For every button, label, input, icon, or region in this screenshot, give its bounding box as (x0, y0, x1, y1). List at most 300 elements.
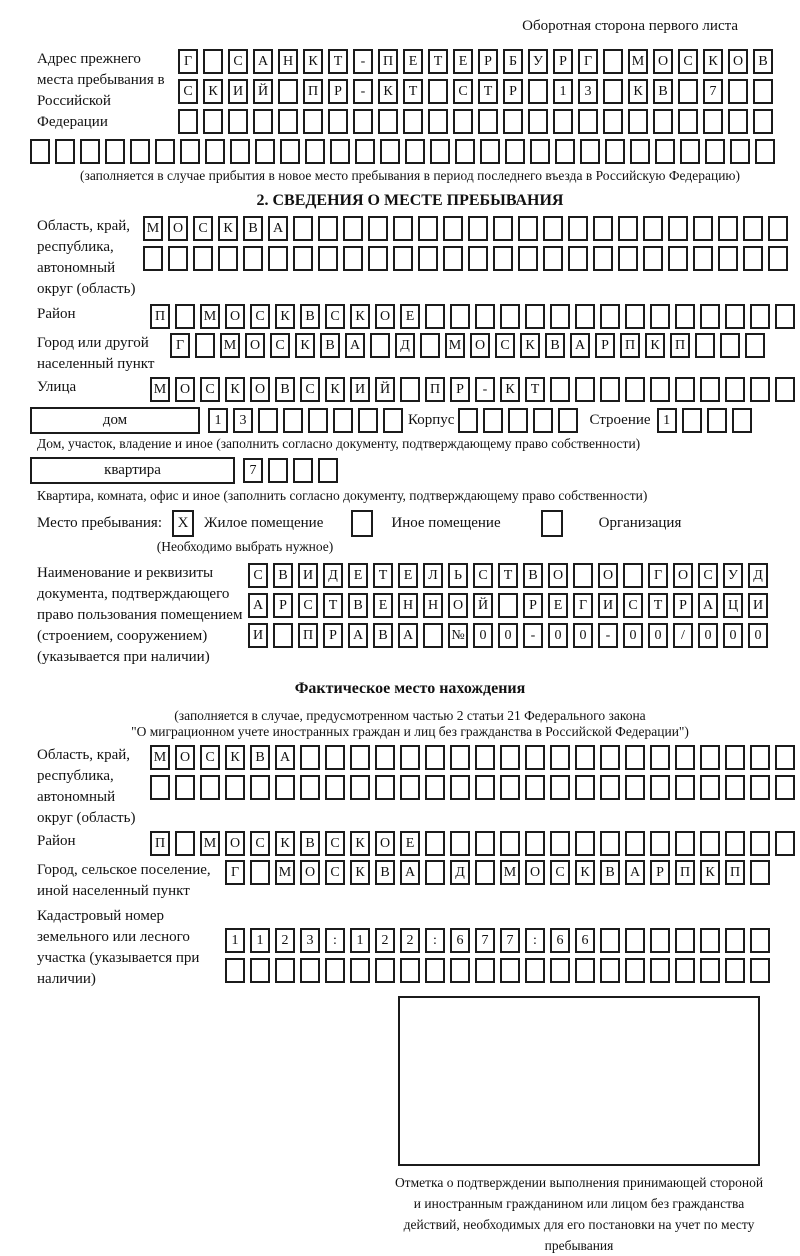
char-cell[interactable] (650, 831, 670, 856)
char-cell[interactable]: В (373, 623, 393, 648)
char-cell[interactable] (343, 246, 363, 271)
char-cell[interactable] (293, 246, 313, 271)
char-cell[interactable] (768, 246, 788, 271)
char-cell[interactable] (278, 79, 298, 104)
char-cell[interactable] (30, 139, 50, 164)
char-cell[interactable]: П (298, 623, 318, 648)
char-cell[interactable] (575, 745, 595, 770)
char-cell[interactable]: Й (253, 79, 273, 104)
char-cell[interactable] (303, 109, 323, 134)
char-cell[interactable] (732, 408, 752, 433)
char-cell[interactable] (203, 109, 223, 134)
char-cell[interactable]: Й (473, 593, 493, 618)
char-cell[interactable] (623, 563, 643, 588)
char-cell[interactable]: Г (578, 49, 598, 74)
char-cell[interactable]: О (250, 377, 270, 402)
char-cell[interactable]: С (193, 216, 213, 241)
char-cell[interactable] (653, 109, 673, 134)
char-cell[interactable] (575, 775, 595, 800)
char-cell[interactable] (250, 775, 270, 800)
char-cell[interactable]: К (203, 79, 223, 104)
char-cell[interactable] (518, 216, 538, 241)
char-cell[interactable]: Р (450, 377, 470, 402)
char-cell[interactable] (405, 139, 425, 164)
char-cell[interactable]: № (448, 623, 468, 648)
char-cell[interactable]: В (523, 563, 543, 588)
char-cell[interactable] (750, 745, 770, 770)
char-cell[interactable] (675, 304, 695, 329)
char-cell[interactable] (483, 408, 503, 433)
char-cell[interactable]: С (325, 860, 345, 885)
char-cell[interactable] (500, 304, 520, 329)
char-cell[interactable]: Р (650, 860, 670, 885)
char-cell[interactable] (178, 109, 198, 134)
char-cell[interactable]: 2 (375, 928, 395, 953)
char-cell[interactable] (743, 216, 763, 241)
char-cell[interactable] (675, 745, 695, 770)
char-cell[interactable] (575, 304, 595, 329)
char-cell[interactable] (625, 304, 645, 329)
char-cell[interactable] (600, 831, 620, 856)
char-cell[interactable] (718, 216, 738, 241)
char-cell[interactable]: : (525, 928, 545, 953)
char-cell[interactable] (550, 377, 570, 402)
char-cell[interactable]: Р (328, 79, 348, 104)
char-cell[interactable] (375, 775, 395, 800)
char-cell[interactable] (518, 246, 538, 271)
checkbox-org[interactable] (541, 510, 563, 537)
char-cell[interactable]: В (275, 377, 295, 402)
char-cell[interactable] (155, 139, 175, 164)
char-cell[interactable]: М (445, 333, 465, 358)
char-cell[interactable] (700, 745, 720, 770)
char-cell[interactable] (550, 745, 570, 770)
char-cell[interactable]: П (303, 79, 323, 104)
char-cell[interactable] (568, 216, 588, 241)
char-cell[interactable]: С (298, 593, 318, 618)
char-cell[interactable]: 6 (450, 928, 470, 953)
char-cell[interactable] (500, 831, 520, 856)
char-cell[interactable] (530, 139, 550, 164)
char-cell[interactable] (668, 246, 688, 271)
char-cell[interactable] (528, 109, 548, 134)
char-cell[interactable]: П (378, 49, 398, 74)
char-cell[interactable]: А (248, 593, 268, 618)
char-cell[interactable]: К (628, 79, 648, 104)
char-cell[interactable] (275, 775, 295, 800)
char-cell[interactable] (455, 139, 475, 164)
char-cell[interactable] (253, 109, 273, 134)
char-cell[interactable] (750, 928, 770, 953)
char-cell[interactable] (650, 377, 670, 402)
char-cell[interactable]: С (550, 860, 570, 885)
char-cell[interactable] (603, 109, 623, 134)
char-cell[interactable]: 3 (233, 408, 253, 433)
char-cell[interactable]: О (168, 216, 188, 241)
char-cell[interactable]: И (598, 593, 618, 618)
char-cell[interactable]: М (200, 831, 220, 856)
char-cell[interactable]: Т (323, 593, 343, 618)
char-cell[interactable]: М (150, 377, 170, 402)
char-cell[interactable]: С (200, 377, 220, 402)
char-cell[interactable] (525, 745, 545, 770)
char-cell[interactable]: Л (423, 563, 443, 588)
char-cell[interactable] (700, 304, 720, 329)
char-cell[interactable] (330, 139, 350, 164)
char-cell[interactable] (650, 745, 670, 770)
char-cell[interactable] (300, 958, 320, 983)
char-cell[interactable] (500, 775, 520, 800)
char-cell[interactable] (678, 79, 698, 104)
char-cell[interactable] (643, 246, 663, 271)
char-cell[interactable] (725, 745, 745, 770)
char-cell[interactable] (725, 377, 745, 402)
char-cell[interactable] (393, 216, 413, 241)
char-cell[interactable] (625, 831, 645, 856)
char-cell[interactable]: Р (523, 593, 543, 618)
char-cell[interactable] (498, 593, 518, 618)
char-cell[interactable] (193, 246, 213, 271)
char-cell[interactable] (503, 109, 523, 134)
char-cell[interactable] (105, 139, 125, 164)
char-cell[interactable] (420, 333, 440, 358)
char-cell[interactable] (350, 775, 370, 800)
char-cell[interactable] (475, 831, 495, 856)
char-cell[interactable]: 7 (243, 458, 263, 483)
char-cell[interactable] (425, 304, 445, 329)
char-cell[interactable] (143, 246, 163, 271)
char-cell[interactable]: О (175, 377, 195, 402)
char-cell[interactable] (743, 246, 763, 271)
char-cell[interactable] (430, 139, 450, 164)
char-cell[interactable] (333, 408, 353, 433)
char-cell[interactable] (745, 333, 765, 358)
char-cell[interactable] (675, 958, 695, 983)
char-cell[interactable]: Ц (723, 593, 743, 618)
char-cell[interactable] (175, 304, 195, 329)
char-cell[interactable]: О (653, 49, 673, 74)
char-cell[interactable]: А (698, 593, 718, 618)
char-cell[interactable]: Т (498, 563, 518, 588)
char-cell[interactable]: А (253, 49, 273, 74)
char-cell[interactable] (418, 216, 438, 241)
char-cell[interactable] (550, 831, 570, 856)
char-cell[interactable] (578, 109, 598, 134)
char-cell[interactable]: 7 (500, 928, 520, 953)
char-cell[interactable] (468, 216, 488, 241)
char-cell[interactable] (630, 139, 650, 164)
char-cell[interactable] (700, 958, 720, 983)
char-cell[interactable] (168, 246, 188, 271)
char-cell[interactable]: М (275, 860, 295, 885)
char-cell[interactable] (775, 775, 795, 800)
char-cell[interactable] (400, 958, 420, 983)
char-cell[interactable] (230, 139, 250, 164)
char-cell[interactable]: И (748, 593, 768, 618)
char-cell[interactable] (700, 377, 720, 402)
char-cell[interactable]: К (225, 377, 245, 402)
char-cell[interactable] (725, 928, 745, 953)
char-cell[interactable]: К (703, 49, 723, 74)
char-cell[interactable]: Б (503, 49, 523, 74)
char-cell[interactable]: О (598, 563, 618, 588)
char-cell[interactable] (543, 246, 563, 271)
char-cell[interactable] (603, 49, 623, 74)
char-cell[interactable]: А (625, 860, 645, 885)
char-cell[interactable] (200, 775, 220, 800)
char-cell[interactable]: А (348, 623, 368, 648)
char-cell[interactable] (675, 928, 695, 953)
char-cell[interactable] (753, 109, 773, 134)
char-cell[interactable]: К (378, 79, 398, 104)
char-cell[interactable]: 1 (553, 79, 573, 104)
char-cell[interactable]: А (268, 216, 288, 241)
char-cell[interactable] (80, 139, 100, 164)
char-cell[interactable] (755, 139, 775, 164)
char-cell[interactable]: К (700, 860, 720, 885)
char-cell[interactable] (775, 745, 795, 770)
char-cell[interactable]: С (270, 333, 290, 358)
char-cell[interactable] (425, 745, 445, 770)
char-cell[interactable] (268, 246, 288, 271)
char-cell[interactable]: Т (525, 377, 545, 402)
char-cell[interactable] (308, 408, 328, 433)
char-cell[interactable] (450, 775, 470, 800)
char-cell[interactable] (278, 109, 298, 134)
char-cell[interactable] (600, 928, 620, 953)
char-cell[interactable] (680, 139, 700, 164)
char-cell[interactable]: 1 (350, 928, 370, 953)
char-cell[interactable]: В (545, 333, 565, 358)
char-cell[interactable] (725, 831, 745, 856)
char-cell[interactable]: И (350, 377, 370, 402)
char-cell[interactable]: О (225, 304, 245, 329)
char-cell[interactable]: Р (323, 623, 343, 648)
char-cell[interactable] (400, 377, 420, 402)
char-cell[interactable]: У (723, 563, 743, 588)
char-cell[interactable]: В (600, 860, 620, 885)
char-cell[interactable] (650, 928, 670, 953)
char-cell[interactable]: М (220, 333, 240, 358)
char-cell[interactable] (478, 109, 498, 134)
char-cell[interactable]: Р (553, 49, 573, 74)
char-cell[interactable] (368, 216, 388, 241)
char-cell[interactable] (428, 109, 448, 134)
char-cell[interactable]: К (350, 831, 370, 856)
char-cell[interactable]: Г (170, 333, 190, 358)
char-cell[interactable]: Т (648, 593, 668, 618)
char-cell[interactable] (528, 79, 548, 104)
char-cell[interactable] (580, 139, 600, 164)
char-cell[interactable] (225, 775, 245, 800)
char-cell[interactable]: 3 (300, 928, 320, 953)
char-cell[interactable]: 1 (657, 408, 677, 433)
char-cell[interactable] (525, 958, 545, 983)
char-cell[interactable]: П (150, 831, 170, 856)
char-cell[interactable]: О (175, 745, 195, 770)
char-cell[interactable]: У (528, 49, 548, 74)
char-cell[interactable] (700, 831, 720, 856)
char-cell[interactable] (293, 458, 313, 483)
char-cell[interactable]: К (500, 377, 520, 402)
char-cell[interactable] (175, 831, 195, 856)
char-cell[interactable]: В (375, 860, 395, 885)
char-cell[interactable] (650, 775, 670, 800)
char-cell[interactable] (618, 216, 638, 241)
char-cell[interactable] (318, 216, 338, 241)
char-cell[interactable]: Р (673, 593, 693, 618)
char-cell[interactable]: С (623, 593, 643, 618)
char-cell[interactable] (718, 246, 738, 271)
char-cell[interactable]: 1 (225, 928, 245, 953)
char-cell[interactable] (318, 458, 338, 483)
char-cell[interactable] (625, 745, 645, 770)
char-cell[interactable]: 0 (698, 623, 718, 648)
char-cell[interactable] (693, 246, 713, 271)
char-cell[interactable] (130, 139, 150, 164)
char-cell[interactable] (693, 216, 713, 241)
char-cell[interactable] (368, 246, 388, 271)
char-cell[interactable] (475, 304, 495, 329)
char-cell[interactable] (250, 958, 270, 983)
char-cell[interactable] (525, 831, 545, 856)
char-cell[interactable] (325, 775, 345, 800)
char-cell[interactable] (305, 139, 325, 164)
char-cell[interactable] (255, 139, 275, 164)
char-cell[interactable]: Т (478, 79, 498, 104)
char-cell[interactable] (493, 216, 513, 241)
char-cell[interactable]: - (598, 623, 618, 648)
char-cell[interactable] (343, 216, 363, 241)
char-cell[interactable]: Т (373, 563, 393, 588)
char-cell[interactable]: С (325, 304, 345, 329)
char-cell[interactable]: И (298, 563, 318, 588)
char-cell[interactable] (753, 79, 773, 104)
char-cell[interactable] (400, 775, 420, 800)
char-cell[interactable]: Ь (448, 563, 468, 588)
char-cell[interactable]: К (275, 831, 295, 856)
char-cell[interactable] (203, 49, 223, 74)
char-cell[interactable]: Е (403, 49, 423, 74)
char-cell[interactable]: А (275, 745, 295, 770)
char-cell[interactable]: К (295, 333, 315, 358)
char-cell[interactable]: 0 (498, 623, 518, 648)
char-cell[interactable]: С (248, 563, 268, 588)
char-cell[interactable]: С (228, 49, 248, 74)
char-cell[interactable]: / (673, 623, 693, 648)
char-cell[interactable]: О (375, 831, 395, 856)
char-cell[interactable] (225, 958, 245, 983)
char-cell[interactable] (358, 408, 378, 433)
char-cell[interactable]: Т (403, 79, 423, 104)
char-cell[interactable] (400, 745, 420, 770)
char-cell[interactable] (728, 109, 748, 134)
char-cell[interactable]: М (500, 860, 520, 885)
char-cell[interactable] (500, 745, 520, 770)
char-cell[interactable]: 6 (550, 928, 570, 953)
char-cell[interactable] (195, 333, 215, 358)
char-cell[interactable] (275, 958, 295, 983)
char-cell[interactable]: Г (648, 563, 668, 588)
char-cell[interactable] (668, 216, 688, 241)
char-cell[interactable] (593, 246, 613, 271)
char-cell[interactable]: : (425, 928, 445, 953)
char-cell[interactable] (423, 623, 443, 648)
char-cell[interactable]: 0 (723, 623, 743, 648)
char-cell[interactable]: И (228, 79, 248, 104)
char-cell[interactable] (205, 139, 225, 164)
char-cell[interactable]: В (300, 304, 320, 329)
char-cell[interactable] (643, 216, 663, 241)
char-cell[interactable]: К (225, 745, 245, 770)
char-cell[interactable]: К (350, 304, 370, 329)
char-cell[interactable] (700, 775, 720, 800)
char-cell[interactable] (450, 745, 470, 770)
char-cell[interactable]: К (520, 333, 540, 358)
char-cell[interactable] (575, 377, 595, 402)
char-cell[interactable] (500, 958, 520, 983)
char-cell[interactable] (403, 109, 423, 134)
char-cell[interactable]: С (250, 831, 270, 856)
char-cell[interactable]: 2 (275, 928, 295, 953)
char-cell[interactable] (175, 775, 195, 800)
char-cell[interactable] (700, 928, 720, 953)
char-cell[interactable] (550, 775, 570, 800)
char-cell[interactable]: 3 (578, 79, 598, 104)
char-cell[interactable] (550, 304, 570, 329)
char-cell[interactable] (593, 216, 613, 241)
char-cell[interactable]: В (320, 333, 340, 358)
char-cell[interactable] (350, 745, 370, 770)
char-cell[interactable]: О (375, 304, 395, 329)
char-cell[interactable]: Д (323, 563, 343, 588)
char-cell[interactable] (575, 831, 595, 856)
char-cell[interactable] (418, 246, 438, 271)
char-cell[interactable]: - (523, 623, 543, 648)
char-cell[interactable]: Е (548, 593, 568, 618)
char-cell[interactable] (318, 246, 338, 271)
char-cell[interactable] (243, 246, 263, 271)
char-cell[interactable]: О (470, 333, 490, 358)
char-cell[interactable] (575, 958, 595, 983)
char-cell[interactable] (725, 775, 745, 800)
char-cell[interactable] (425, 958, 445, 983)
char-cell[interactable]: Е (400, 304, 420, 329)
char-cell[interactable]: Г (225, 860, 245, 885)
char-cell[interactable] (625, 958, 645, 983)
char-cell[interactable]: К (303, 49, 323, 74)
char-cell[interactable] (750, 958, 770, 983)
char-cell[interactable]: П (620, 333, 640, 358)
char-cell[interactable] (150, 775, 170, 800)
char-cell[interactable]: К (350, 860, 370, 885)
char-cell[interactable]: Г (178, 49, 198, 74)
char-cell[interactable] (355, 139, 375, 164)
char-cell[interactable] (258, 408, 278, 433)
checkbox-zhiloe[interactable]: X (172, 510, 194, 537)
char-cell[interactable] (375, 745, 395, 770)
char-cell[interactable] (525, 775, 545, 800)
char-cell[interactable] (450, 304, 470, 329)
char-cell[interactable]: М (628, 49, 648, 74)
char-cell[interactable] (705, 139, 725, 164)
char-cell[interactable] (493, 246, 513, 271)
char-cell[interactable] (550, 958, 570, 983)
char-cell[interactable]: К (275, 304, 295, 329)
char-cell[interactable] (675, 831, 695, 856)
char-cell[interactable]: Е (348, 563, 368, 588)
char-cell[interactable] (458, 408, 478, 433)
